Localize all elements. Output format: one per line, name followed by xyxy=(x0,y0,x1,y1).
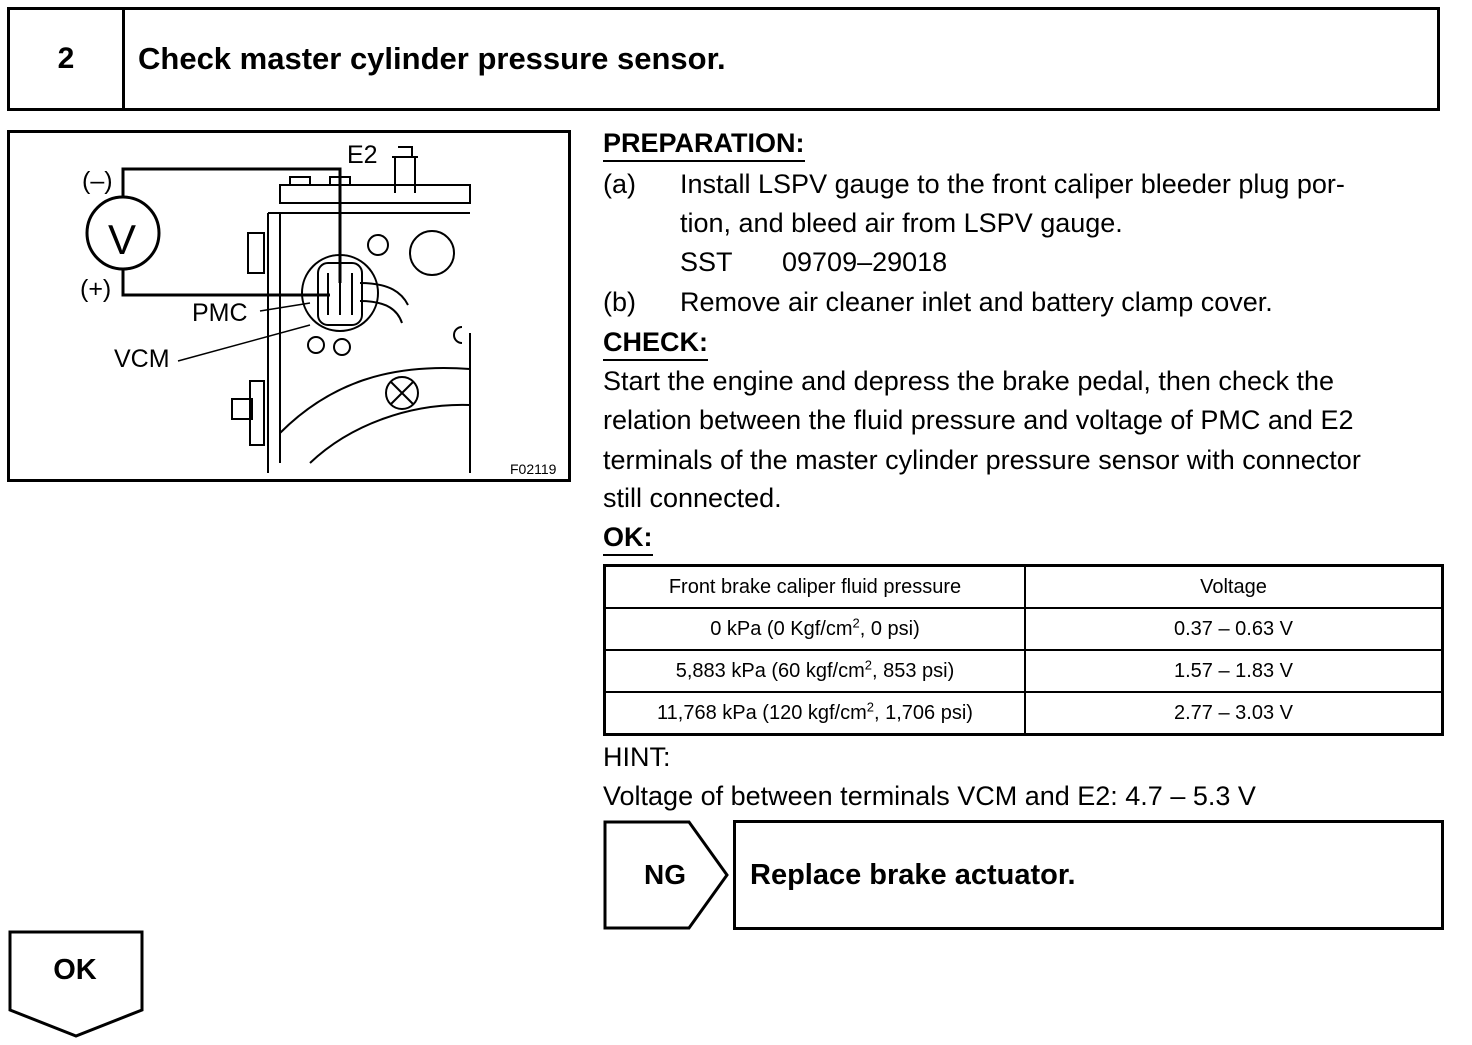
pressure-cell: 11,768 kPa (120 kgf/$cm^2$, 1,706 psi) xyxy=(605,692,1026,735)
table-row xyxy=(605,692,1443,735)
e2-label: E2 xyxy=(347,141,378,169)
hint-text: Voltage of between terminals VCM and E2: 4.7 – 5.3 V xyxy=(603,781,1256,811)
step-b-marker: (b) xyxy=(603,287,636,317)
positive-terminal-label: (+) xyxy=(80,275,112,303)
meter-symbol: V xyxy=(108,216,137,263)
check-line-3: terminals of the master cylinder pressure sensor with connector xyxy=(603,445,1361,475)
step-b-line-1: Remove air cleaner inlet and battery clamp cover. xyxy=(680,287,1273,317)
pressure-cell: 0 kPa (0 Kgf/$cm^2$, 0 psi) xyxy=(605,608,1026,650)
step-a-marker: (a) xyxy=(603,169,636,199)
check-line-1: Start the engine and depress the brake pedal, then check the xyxy=(603,366,1335,396)
step-header xyxy=(7,7,1440,111)
table-header-voltage: Voltage xyxy=(1025,566,1443,609)
voltage-cell: 1.57 – 1.83 V xyxy=(1025,650,1443,692)
check-line-4: still connected. xyxy=(603,483,782,513)
spec-table xyxy=(603,564,1444,736)
voltage-cell: 0.37 – 0.63 V xyxy=(1025,608,1443,650)
sst-number: 09709–29018 xyxy=(782,247,948,277)
sst-label: SST xyxy=(680,247,733,277)
negative-terminal-label: (–) xyxy=(82,167,113,195)
check-line-2: relation between the fluid pressure and voltage of PMC and E2 xyxy=(603,405,1354,435)
figure-code: F02119 xyxy=(510,461,557,477)
ng-arrow-tag xyxy=(603,820,731,930)
pmc-label: PMC xyxy=(192,299,248,327)
step-a-line-2: tion, and bleed air from LSPV gauge. xyxy=(680,208,1123,238)
step-a-line-1: Install LSPV gauge to the front caliper bleeder plug por- xyxy=(680,169,1345,199)
ok-heading: OK: xyxy=(603,520,653,556)
table-header-row xyxy=(605,566,1443,609)
ng-action: Replace brake actuator. xyxy=(733,820,1444,930)
table-row xyxy=(605,608,1443,650)
ok-arrow-tag xyxy=(8,930,146,1040)
vcm-label: VCM xyxy=(114,345,170,373)
ng-label: NG xyxy=(644,859,686,890)
wiring-figure xyxy=(7,130,571,482)
pressure-cell: 5,883 kPa (60 kgf/$cm^2$, 853 psi) xyxy=(605,650,1026,692)
ok-label: OK xyxy=(53,953,97,986)
step-number: 2 xyxy=(10,10,125,108)
voltage-cell: 2.77 – 3.03 V xyxy=(1025,692,1443,735)
preparation-heading: PREPARATION: xyxy=(603,126,805,162)
hint-label: HINT: xyxy=(603,742,671,772)
table-header-pressure: Front brake caliper fluid pressure xyxy=(605,566,1026,609)
table-row xyxy=(605,650,1443,692)
step-title: Check master cylinder pressure sensor. xyxy=(138,41,726,76)
check-heading: CHECK: xyxy=(603,325,708,361)
